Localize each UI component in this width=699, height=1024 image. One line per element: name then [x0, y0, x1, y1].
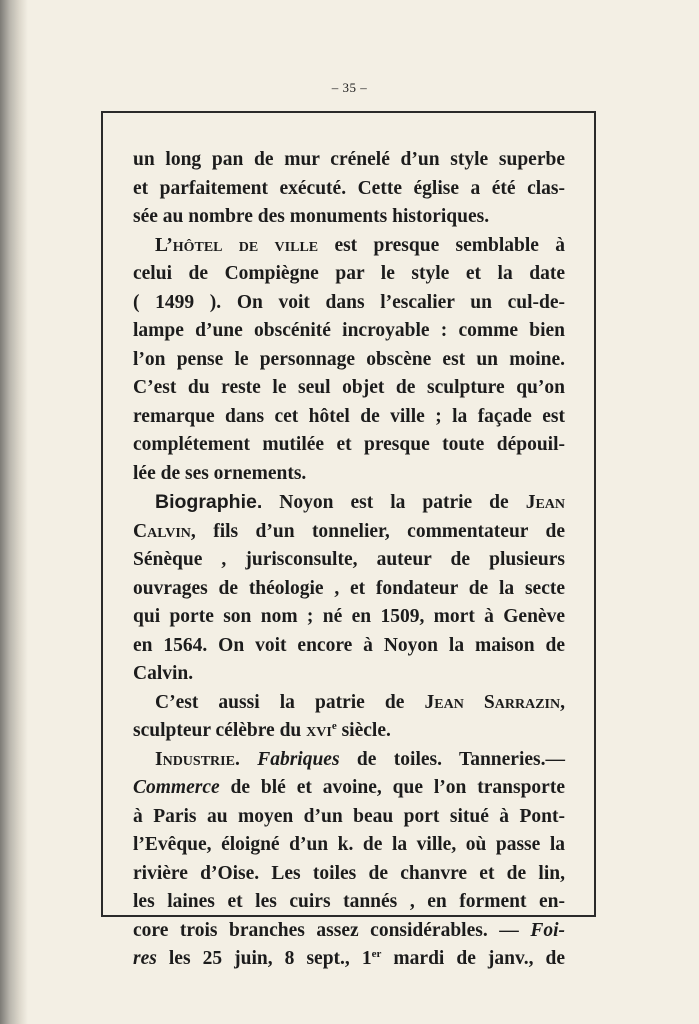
text-segment: celui de Compiègne par le style et la date — [133, 263, 565, 284]
text-segment: C’est du reste le seul objet de sculpture qu’on — [133, 377, 565, 398]
text-line — [133, 831, 565, 860]
text-sc-segment: Calvin — [133, 520, 191, 542]
text-line — [133, 317, 565, 346]
text-line — [133, 374, 565, 403]
text-segment: mardi de janv., de — [381, 948, 565, 969]
text-it-segment: Foi- — [530, 919, 565, 941]
text-segment: complétement mutilée et presque toute dépouil- — [133, 434, 565, 455]
book-gutter-shadow — [0, 0, 28, 1024]
text-line — [133, 575, 565, 604]
text-line — [133, 203, 565, 232]
text-segment: sée au nombre des monuments historiques. — [133, 206, 490, 227]
text-it-segment: res — [133, 948, 157, 969]
text-sc-segment: L’hôtel de ville — [155, 234, 319, 256]
text-segment: lée de ses ornements. — [133, 462, 307, 484]
text-segment: , — [560, 691, 565, 713]
text-segment: est presque semblable à — [318, 234, 565, 256]
text-segment: qui porte son nom ; né en 1509, mort à Genève — [133, 606, 565, 627]
text-segment: , fils d’un tonnelier, commentateur de — [190, 520, 565, 542]
text-sup-segment: e — [331, 720, 337, 732]
text-line — [133, 774, 565, 803]
text-segment: remarque dans cet hôtel de ville ; la façade est — [133, 405, 565, 427]
text-segment: core trois branches assez considérables. — — [133, 919, 531, 941]
text-line — [133, 689, 565, 718]
text-segment: un long pan de mur crénelé d’un style superbe — [133, 149, 565, 170]
text-segment: siècle. — [336, 720, 391, 741]
text-segment: les 25 juin, 8 sept., 1 — [156, 948, 372, 969]
text-line — [133, 346, 565, 375]
text-segment: de blé et avoine, que l’on transporte — [219, 777, 565, 798]
text-segment: ouvrages de théologie , et fondateur de la secte — [133, 577, 565, 599]
text-line — [133, 632, 565, 661]
text-line — [133, 603, 565, 632]
text-line — [133, 518, 565, 547]
text-segment — [240, 749, 257, 770]
text-segment: Noyon est la patrie de — [262, 492, 526, 513]
text-it-segment: Commerce — [133, 777, 220, 798]
text-line — [133, 888, 565, 917]
text-segment: Calvin. — [133, 663, 194, 684]
text-segment: sculpteur célèbre du — [133, 720, 307, 741]
text-segment: rivière d’Oise. Les toiles de chanvre et de lin, — [133, 862, 565, 884]
text-segment: Sénèque , jurisconsulte, auteur de plusieurs — [133, 549, 565, 570]
text-line — [133, 488, 565, 518]
text-line — [133, 289, 565, 318]
text-line — [133, 175, 565, 204]
text-sc-segment: Industrie. — [155, 748, 240, 770]
text-line — [133, 403, 565, 432]
text-segment: C’est aussi la patrie de — [155, 691, 425, 713]
text-hd-segment: Biographie. — [155, 491, 263, 513]
text-line — [133, 260, 565, 289]
text-segment: et parfaitement exécuté. Cette église a été clas- — [133, 177, 565, 199]
text-segment: à Paris au moyen d’un beau port situé à Pont- — [133, 805, 565, 827]
text-sc-segment: xvi — [306, 720, 332, 741]
text-line — [133, 803, 565, 832]
text-segment: lampe d’une obscénité incroyable : comme bien — [133, 320, 565, 341]
text-line — [133, 746, 565, 775]
text-segment: ( 1499 ). On voit dans l’escalier un cul-de- — [133, 291, 565, 313]
text-segment: l’Evêque, éloigné d’un k. de la ville, où passe la — [133, 834, 565, 855]
text-segment: en 1564. On voit encore à Noyon la maison de — [133, 634, 565, 656]
text-segment: les laines et les cuirs tannés , en forment en- — [133, 891, 565, 912]
text-line — [133, 232, 565, 261]
text-sc-segment: Jean Sarrazin — [424, 691, 561, 713]
text-sc-segment: Jean — [525, 492, 565, 513]
text-line — [133, 146, 565, 175]
text-line — [133, 431, 565, 460]
page-number: – 35 – — [331, 80, 368, 95]
text-sup-segment: er — [371, 948, 382, 960]
text-line — [133, 860, 565, 889]
text-line — [133, 917, 565, 946]
text-line — [133, 717, 565, 746]
page-body-text — [133, 146, 565, 974]
text-line — [133, 945, 565, 974]
text-line — [133, 460, 565, 489]
text-line — [133, 546, 565, 575]
text-it-segment: Fabriques — [257, 748, 340, 770]
text-segment: l’on pense le personnage obscène est un moine. — [133, 348, 565, 370]
text-line — [133, 660, 565, 689]
text-segment: de toiles. Tanneries.— — [339, 748, 566, 770]
